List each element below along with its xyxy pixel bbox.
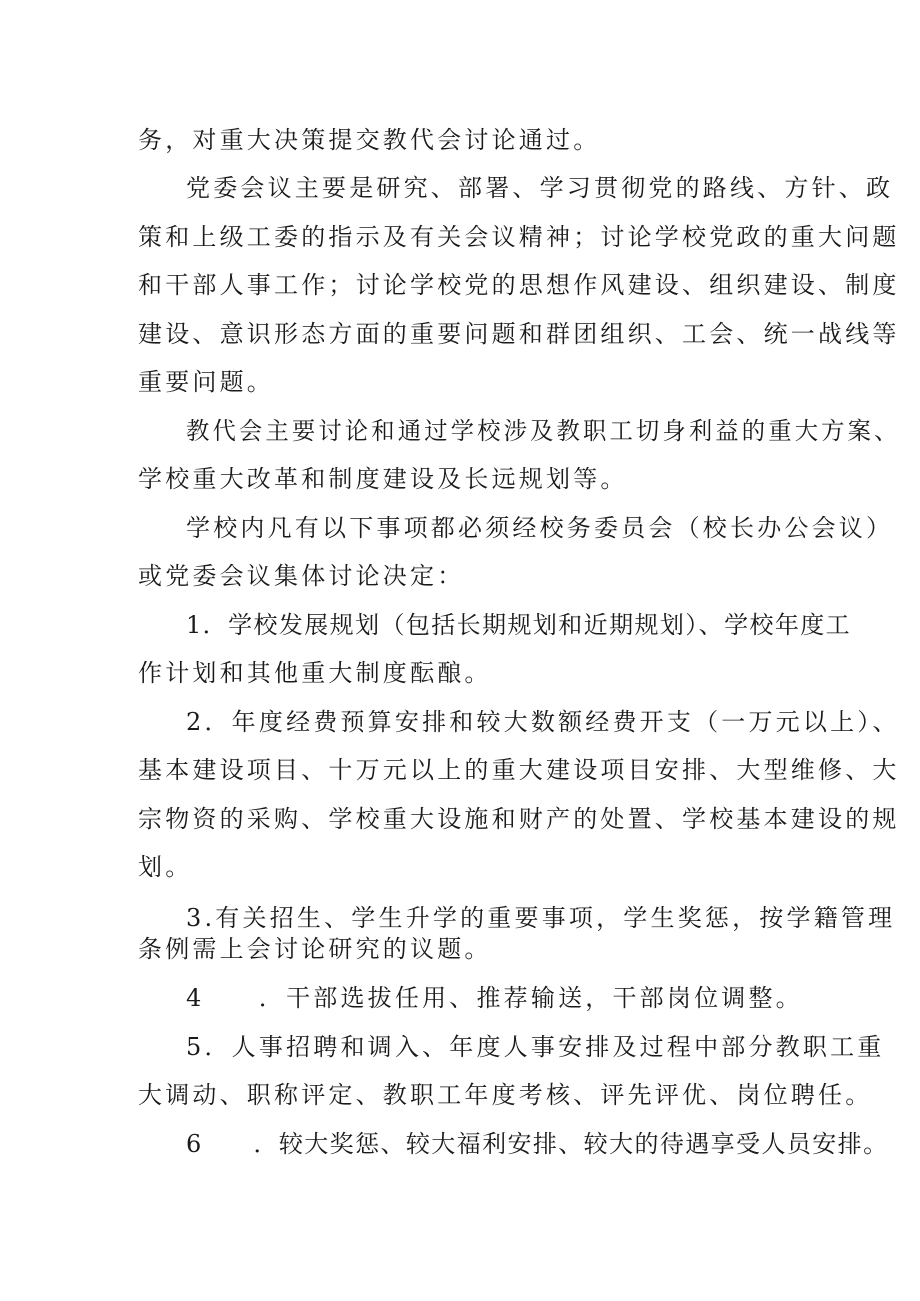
text-line: 教代会主要讨论和通过学校涉及教职工切身利益的重大方案、 bbox=[186, 417, 901, 445]
text-line: 务，对重大决策提交教代会讨论通过。 bbox=[138, 126, 601, 154]
list-item-6: 6 ．较大奖惩、较大福利安排、较大的待遇享受人员安排。 bbox=[186, 1130, 889, 1158]
text-line: 大调动、职称评定、教职工年度考核、评先评优、岗位聘任。 bbox=[138, 1081, 873, 1109]
text-line: 学校内凡有以下事项都必须经校务委员会（校长办公会议） bbox=[186, 514, 894, 542]
text-line: 作计划和其他重大制度酝酿。 bbox=[138, 659, 492, 687]
text-line: 条例需上会讨论研究的议题。 bbox=[138, 935, 492, 963]
text-line: 和干部人事工作；讨论学校党的思想作风建设、组织建设、制度 bbox=[138, 271, 900, 299]
text-line: 重要问题。 bbox=[138, 368, 274, 396]
list-item-2: 2．年度经费预算安排和较大数额经费开支（一万元以上）、 bbox=[186, 708, 900, 736]
text-line: 或党委会议集体讨论决定： bbox=[138, 562, 465, 590]
list-item-1: 1．学校发展规划（包括长期规划和近期规划）、学校年度工 bbox=[186, 611, 852, 639]
text-line: 宗物资的采购、学校重大设施和财产的处置、学校基本建设的规 bbox=[138, 805, 900, 833]
list-item-3: 3.有关招生、学生升学的重要事项，学生奖惩，按学籍管理 bbox=[186, 904, 896, 932]
text-line: 策和上级工委的指示及有关会议精神；讨论学校党政的重大问题 bbox=[138, 223, 900, 251]
text-line: 学校重大改革和制度建设及长远规划等。 bbox=[138, 465, 628, 493]
list-item-5: 5．人事招聘和调入、年度人事安排及过程中部分教职工重 bbox=[186, 1033, 885, 1061]
text-line: 划。 bbox=[138, 853, 193, 881]
text-line: 建设、意识形态方面的重要问题和群团组织、工会、统一战线等 bbox=[138, 320, 900, 348]
text-line: 党委会议主要是研究、部署、学习贯彻党的路线、方针、政 bbox=[186, 174, 894, 202]
list-item-4: 4 ．干部选拔任用、推荐输送，干部岗位调整。 bbox=[186, 984, 803, 1012]
text-line: 基本建设项目、十万元以上的重大建设项目安排、大型维修、大 bbox=[138, 756, 900, 784]
